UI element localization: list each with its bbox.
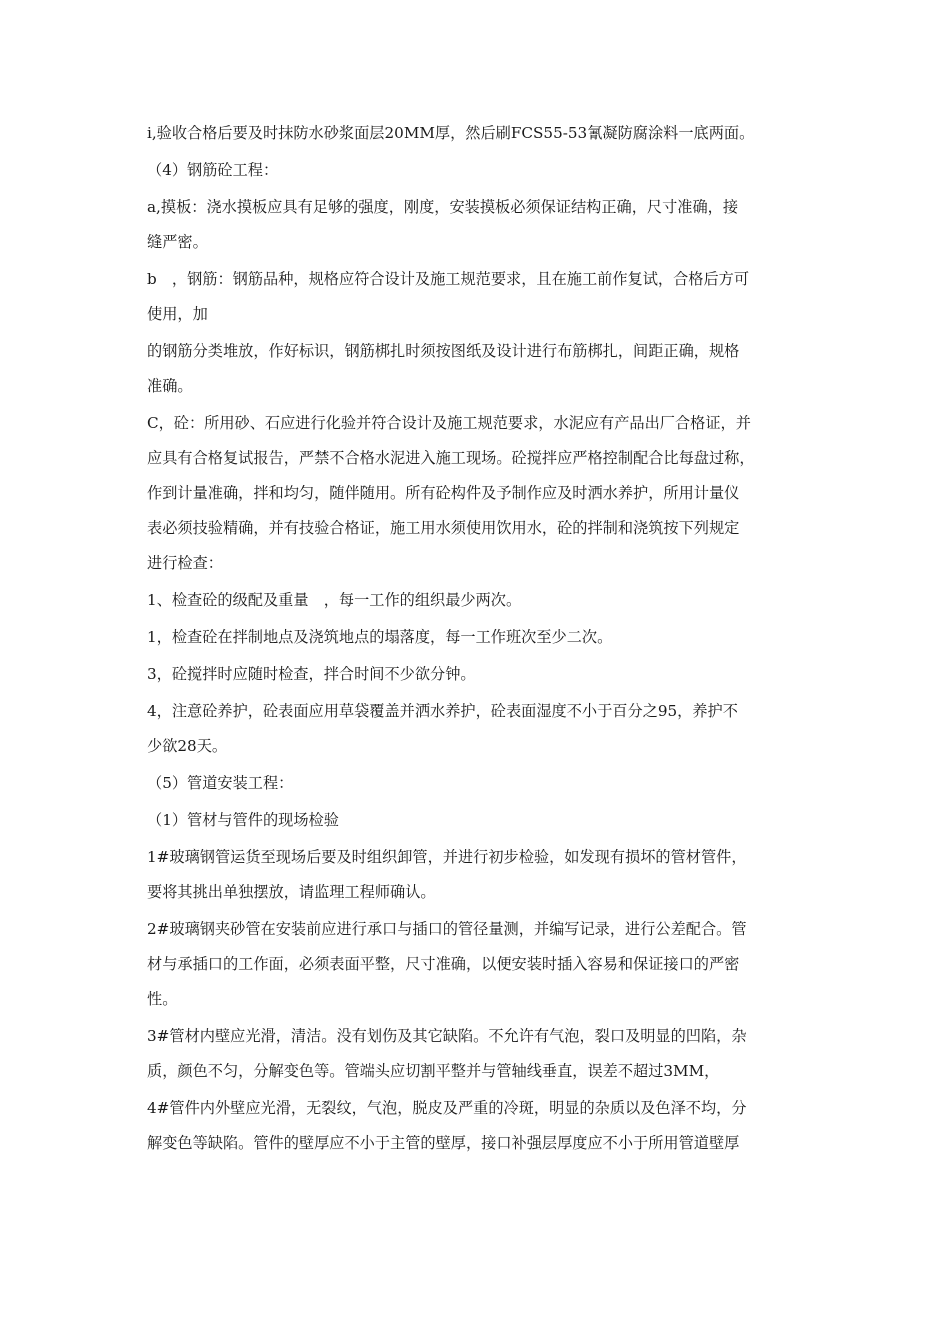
paragraph-line: 进行检查： (147, 554, 223, 572)
list-item: 4#管件内外壁应光滑，无裂纹，气泡，脱皮及严重的冷斑，明显的杂质以及色泽不均，分 (147, 1099, 747, 1117)
list-item: 3#管材内壁应光滑，清洁。没有划伤及其它缺陷。不允许有气泡，裂口及明显的凹陷，杂 (147, 1027, 747, 1045)
list-item: 材与承插口的工作面，必须表面平整，尺寸准确，以便安装时插入容易和保证接口的严密 (147, 955, 740, 973)
paragraph-line: a,摸板：浇水摸板应具有足够的强度，刚度，安装摸板必须保证结构正确，尺寸准确，接 (147, 198, 739, 216)
list-item: 4，注意砼养护，砼表面应用草袋覆盖并洒水养护，砼表面湿度不小于百分之95，养护不 (147, 702, 738, 720)
paragraph-line: 作到计量准确，拌和均匀，随伴随用。所有砼构件及予制作应及时洒水养护，所用计量仪 (147, 484, 740, 502)
paragraph-line: 应具有合格复试报告，严禁不合格水泥进入施工现场。砼搅拌应严格控制配合比每盘过称， (147, 449, 755, 467)
paragraph-line: 准确。 (147, 377, 193, 395)
document-body (147, 122, 807, 1169)
list-item: 质，颜色不匀，分解变色等。管端头应切割平整并与管轴线垂直，误差不超过3MM， (147, 1062, 720, 1080)
list-item: 1#玻璃钢管运货至现场后要及时组织卸管，并进行初步检验，如发现有损坏的管材管件， (147, 848, 747, 866)
list-item: 1、检查砼的级配及重量 ，每一工作的组织最少两次。 (147, 591, 522, 609)
paragraph-line: 表必须技验精确，并有技验合格证，施工用水须使用饮用水，砼的拌制和浇筑按下列规定 (147, 519, 740, 537)
paragraph-line: 的钢筋分类堆放，作好标识，钢筋梆扎时须按图纸及设计进行布筋梆扎，间距正确，规格 (147, 342, 740, 360)
paragraph-line: 缝严密。 (147, 233, 208, 251)
paragraph-line: b ，钢筋：钢筋品种，规格应符合设计及施工规范要求，且在施工前作复试，合格后方可 (147, 270, 750, 288)
list-item: 性。 (147, 990, 178, 1008)
section-heading: （4）钢筋砼工程： (147, 161, 279, 179)
list-item: 要将其挑出单独摆放，请监理工程师确认。 (147, 883, 436, 901)
section-heading: （5）管道安装工程： (147, 774, 294, 792)
list-item: 少欲28天。 (147, 737, 228, 755)
paragraph-line: C，砼：所用砂、石应进行化验并符合设计及施工规范要求，水泥应有产品出厂合格证，并 (147, 414, 751, 432)
list-item: 2#玻璃钢夹砂管在安装前应进行承口与插口的管径量测，并编写记录，进行公差配合。管 (147, 920, 747, 938)
paragraph-line: 使用，加 (147, 305, 208, 323)
subsection-heading: （1）管材与管件的现场检验 (147, 811, 339, 829)
list-item: 3，砼搅拌时应随时检查，拌合时间不少欲分钟。 (147, 665, 476, 683)
list-item: 解变色等缺陷。管件的壁厚应不小于主管的壁厚，接口补强层厚度应不小于所用管道壁厚 (147, 1134, 740, 1152)
list-item: 1，检查砼在拌制地点及浇筑地点的塌落度，每一工作班次至少二次。 (147, 628, 613, 646)
paragraph-line: i,验收合格后要及时抹防水砂浆面层20MM厚，然后刷FCS55-53氰凝防腐涂料一底两面。 (147, 124, 755, 142)
